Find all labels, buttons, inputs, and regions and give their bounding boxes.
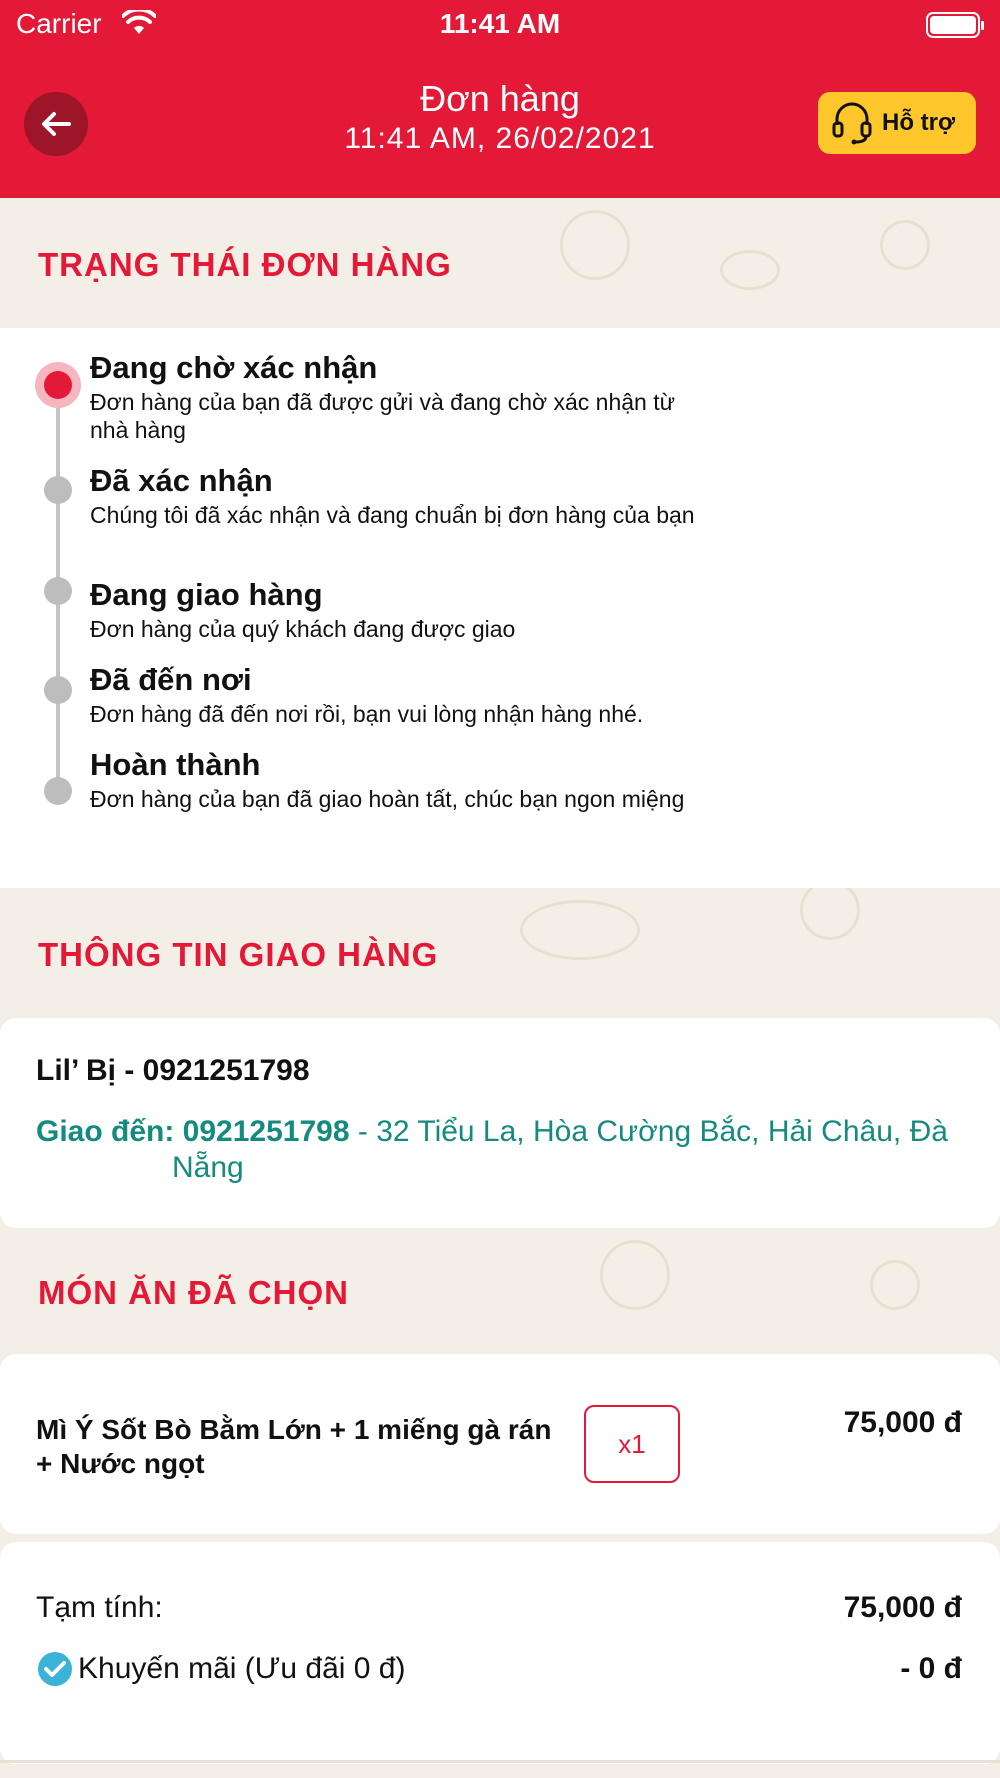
timeline-dot <box>44 676 72 704</box>
status-step-desc: Chúng tôi đã xác nhận và đang chuẩn bị đơn hàng của bạn <box>90 502 695 528</box>
status-step-title: Đã đến nơi <box>90 662 252 697</box>
promo-value: - 0 đ <box>900 1652 962 1685</box>
timeline-dot <box>44 577 72 605</box>
status-step-desc: Đơn hàng đã đến nơi rồi, bạn vui lòng nhận hàng nhé. <box>90 701 644 727</box>
background-doodle <box>870 1260 920 1310</box>
promo-label: Khuyến mãi (Ưu đãi 0 đ) <box>78 1652 406 1685</box>
battery-icon <box>926 12 980 38</box>
app-header <box>0 50 1000 198</box>
carrier-label: Carrier <box>16 8 102 39</box>
status-step <box>90 662 710 728</box>
page-title: Đơn hàng <box>420 78 580 119</box>
status-step-title: Đã xác nhận <box>90 463 273 498</box>
headset-icon <box>832 101 872 145</box>
delivery-info-heading: THÔNG TIN GIAO HÀNG <box>38 936 439 973</box>
timeline-dot-active <box>44 371 72 399</box>
background-doodle <box>800 880 860 940</box>
timeline-dot <box>44 777 72 805</box>
status-step-title: Đang giao hàng <box>90 577 323 612</box>
status-step <box>90 350 710 444</box>
background-doodle <box>560 210 630 280</box>
selected-items-heading: MÓN ĂN ĐÃ CHỌN <box>38 1274 349 1311</box>
background-doodle <box>600 1240 670 1310</box>
status-bar <box>0 0 1000 50</box>
clock: 11:41 AM <box>439 8 561 39</box>
subtotal-value: 75,000 đ <box>843 1591 962 1624</box>
subtotal-label: Tạm tính: <box>36 1591 163 1624</box>
address-line-2: Nẵng <box>172 1151 244 1184</box>
order-datetime: 11:41 AM, 26/02/2021 <box>344 122 656 155</box>
order-status-heading: TRẠNG THÁI ĐƠN HÀNG <box>38 246 452 283</box>
item-name: Mì Ý Sốt Bò Bằm Lớn + 1 miếng gà rán + Nước ngọt <box>36 1414 552 1479</box>
quantity-badge[interactable] <box>584 1405 680 1483</box>
status-step <box>90 463 710 529</box>
support-label: Hỗ trợ <box>882 109 956 136</box>
status-step-desc: Đơn hàng của bạn đã giao hoàn tất, chúc bạn ngon miệng <box>90 786 685 812</box>
address-label: Giao đến: 0921251798 <box>36 1115 350 1148</box>
status-step-desc: Đơn hàng của quý khách đang được giao <box>90 616 516 642</box>
check-circle-icon <box>38 1652 72 1686</box>
status-step-desc: Đơn hàng của bạn đã được gửi và đang chờ xác nhận từ nhà hàng <box>90 389 676 443</box>
background-doodle <box>520 900 640 960</box>
background-doodle <box>720 250 780 290</box>
timeline-dot <box>44 476 72 504</box>
status-step <box>90 577 710 643</box>
address-line-1: - 32 Tiểu La, Hòa Cường Bắc, Hải Châu, Đà <box>349 1115 948 1148</box>
customer-name-phone: Lil’ Bị - 0921251798 <box>36 1054 310 1087</box>
delivery-address <box>36 1114 986 1186</box>
background-doodle <box>880 220 930 270</box>
status-step <box>90 747 710 813</box>
quantity-label: x1 <box>618 1428 646 1459</box>
item-price: 75,000 đ <box>843 1406 962 1439</box>
support-button[interactable] <box>818 92 976 154</box>
status-step-title: Hoàn thành <box>90 747 261 782</box>
divider <box>0 1760 1000 1763</box>
status-step-title: Đang chờ xác nhận <box>90 350 378 385</box>
